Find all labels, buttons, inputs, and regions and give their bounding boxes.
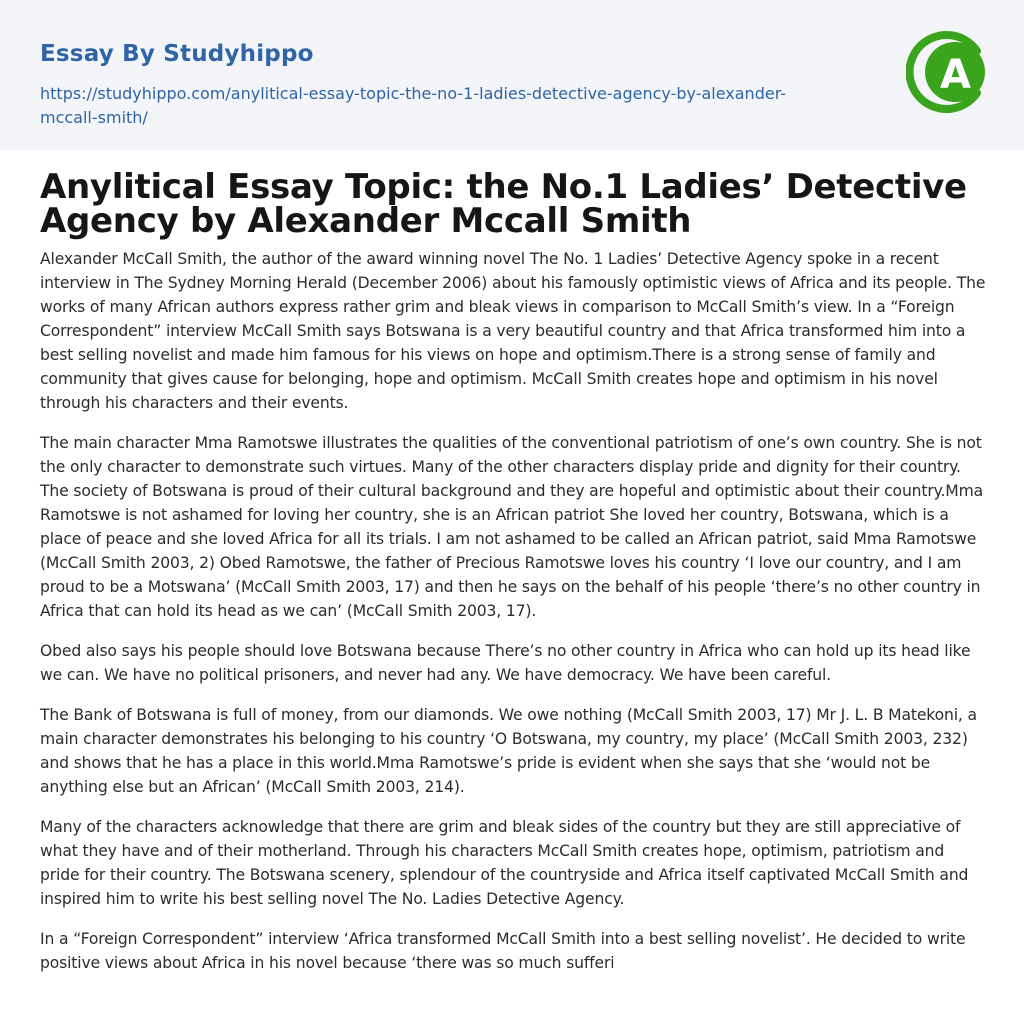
site-header <box>0 0 1024 150</box>
source-url-link[interactable]: https://studyhippo.com/anylitical-essay-topic-the-no-1-ladies-detective-agency-by-alexander-mccall-smith/ <box>40 84 787 127</box>
article-title: Anylitical Essay Topic: the No.1 Ladies’ Detective Agency by Alexander Mccall Smith <box>40 167 967 241</box>
article-body <box>40 247 988 975</box>
article-paragraph: Many of the characters acknowledge that there are grim and bleak sides of the country but they are still appreciative of what they have and of their motherland. Through his characters McCall Smith creates hope, optimism, patriotism and pride for their country. The Botswana scenery, splendour of the countryside and Africa itself captivated McCall Smith and inspired him to write his best selling novel The No. Ladies Detective Agency. <box>40 818 969 908</box>
article-paragraph: Obed also says his people should love Botswana because There’s no other country in Africa who can hold up its head like we can. We have no political prisoners, and never had any. We have democracy. We have been careful. <box>40 642 971 684</box>
article-paragraph: The Bank of Botswana is full of money, from our diamonds. We owe nothing (McCall Smith 2003, 17) Mr J. L. B Matekoni, a main character demonstrates his belonging to his country ‘O Botswana, my country, my place’ (McCall Smith 2003, 232) and shows that he has a place in this world.Mma Ramotswe’s pride is evident when she says that she ‘would not be anything else but an African’ (McCall Smith 2003, 214). <box>40 706 977 796</box>
article-paragraph: The main character Mma Ramotswe illustrates the qualities of the conventional patriotism of one’s own country. She is not the only character to demonstrate such virtues. Many of the other characters display pride and dignity for their country. The society of Botswana is proud of their cultural background and they are hopeful and optimistic about their country.Mma Ramotswe is not ashamed for loving her country, she is an African patriot She loved her country, Botswana, which is a place of peace and she loved Africa for all its trials. I am not ashamed to be called an African patriot, said Mma Ramotswe (McCall Smith 2003, 2) Obed Ramotswe, the father of Precious Ramotswe loves his country ‘I love our country, and I am proud to be a Motswana’ (McCall Smith 2003, 17) and then he says on the behalf of his people ‘there’s no other country in Africa that can hold its head as we can’ (McCall Smith 2003, 17). <box>40 434 984 620</box>
logo-letter: A <box>940 52 971 98</box>
article-paragraph: Alexander McCall Smith, the author of the award winning novel The No. 1 Ladies’ Detective Agency spoke in a recent interview in The Sydney Morning Herald (December 2006) about his famously optimistic views of Africa and its people. The works of many African authors express rather grim and bleak views in comparison to McCall Smith’s view. In a “Foreign Correspondent” interview McCall Smith says Botswana is a very beautiful country and that Africa transformed him into a best selling novelist and made him famous for his views on hope and optimism.There is a strong sense of family and community that gives cause for belonging, hope and optimism. McCall Smith creates hope and optimism in his novel through his characters and their events. <box>40 250 986 412</box>
studyhippo-logo-icon[interactable] <box>906 27 992 117</box>
article <box>40 167 988 991</box>
site-brand[interactable]: Essay By Studyhippo <box>40 41 314 67</box>
article-paragraph: In a “Foreign Correspondent” interview ‘Africa transformed McCall Smith into a best selling novelist’. He decided to write positive views about Africa in his novel because ‘there was so much sufferi <box>40 930 966 972</box>
